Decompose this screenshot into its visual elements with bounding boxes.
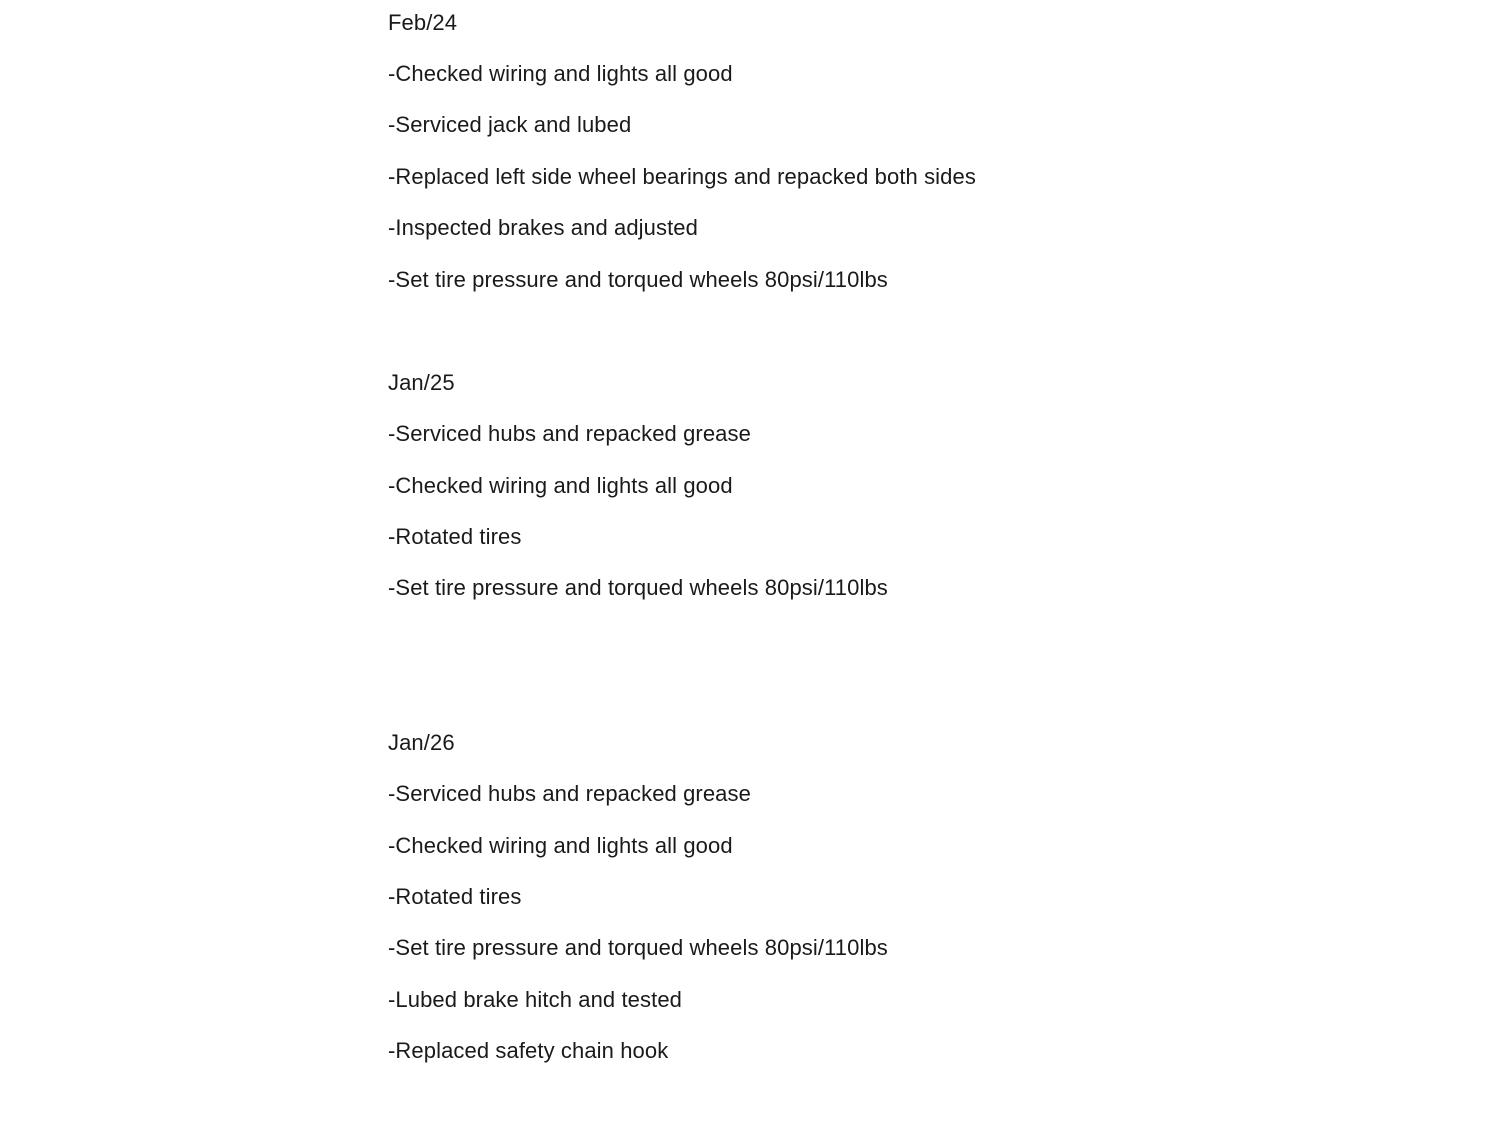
log-item: -Set tire pressure and torqued wheels 80psi/110lbs [388,267,888,292]
entry-date: Jan/26 [388,730,455,755]
log-item: -Rotated tires [388,884,522,909]
log-item: -Set tire pressure and torqued wheels 80psi/110lbs [388,575,888,600]
entry-date: Feb/24 [388,10,458,35]
log-item: -Serviced hubs and repacked grease [388,781,751,806]
log-item: -Replaced left side wheel bearings and repacked both sides [388,164,976,189]
log-item: -Inspected brakes and adjusted [388,215,698,240]
log-item: -Lubed brake hitch and tested [388,987,682,1012]
log-item: -Checked wiring and lights all good [388,61,733,86]
log-item: -Checked wiring and lights all good [388,473,733,498]
log-item: -Rotated tires [388,524,522,549]
log-item: -Checked wiring and lights all good [388,833,733,858]
log-item: -Replaced safety chain hook [388,1038,669,1063]
log-item: -Serviced jack and lubed [388,112,632,137]
log-item: -Set tire pressure and torqued wheels 80psi/110lbs [388,935,888,960]
entry-date: Jan/25 [388,370,455,395]
log-item: -Serviced hubs and repacked grease [388,421,751,446]
